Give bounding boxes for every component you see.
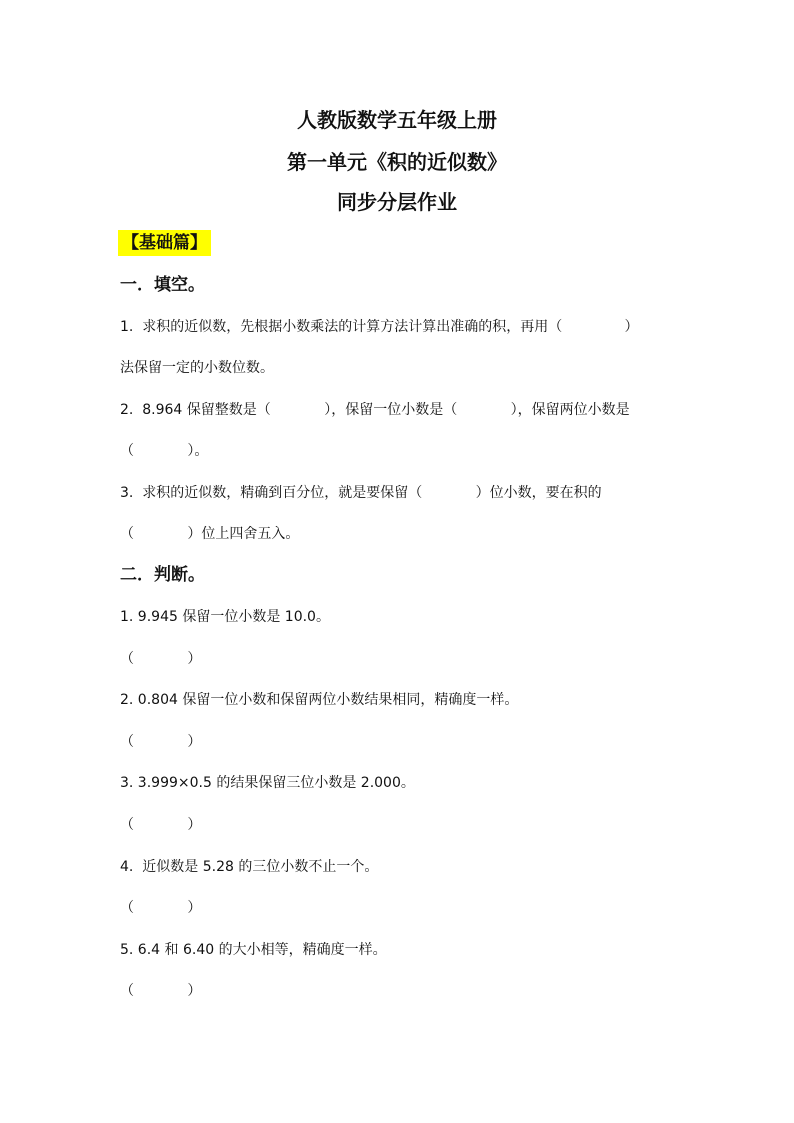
judge-answer-blank-4: （ ） xyxy=(120,900,202,916)
title-unit: 第一单元《积的近似数》 xyxy=(287,150,507,174)
judge-answer-blank-5: （ ） xyxy=(120,983,202,999)
fill-question-1-line-1: 1. 求积的近似数，先根据小数乘法的计算方法计算出准确的积，再用（ ） xyxy=(120,319,639,335)
judge-answer-blank-3: （ ） xyxy=(120,817,202,833)
level-tag-basic: 【基础篇】 xyxy=(118,230,211,256)
judge-question-3: 3. 3.999×0.5 的结果保留三位小数是 2.000。 xyxy=(120,775,415,791)
fill-question-2-line-1: 2. 8.964 保留整数是（ ），保留一位小数是（ ），保留两位小数是 xyxy=(120,402,630,418)
judge-question-2: 2. 0.804 保留一位小数和保留两位小数结果相同，精确度一样。 xyxy=(120,692,519,708)
fill-question-3-line-1: 3. 求积的近似数，精确到百分位，就是要保留（ ）位小数，要在积的 xyxy=(120,485,602,501)
judge-answer-blank-1: （ ） xyxy=(120,651,202,667)
title-homework: 同步分层作业 xyxy=(337,190,457,214)
title-grade: 人教版数学五年级上册 xyxy=(297,108,497,132)
fill-question-3-line-2: （ ）位上四舍五入。 xyxy=(120,526,300,542)
judge-question-4: 4. 近似数是 5.28 的三位小数不止一个。 xyxy=(120,859,379,875)
judge-question-5: 5. 6.4 和 6.40 的大小相等，精确度一样。 xyxy=(120,942,387,958)
fill-question-1-line-2: 法保留一定的小数位数。 xyxy=(120,360,274,376)
section-judge-heading: 二．判断。 xyxy=(120,565,205,585)
judge-question-1: 1. 9.945 保留一位小数是 10.0。 xyxy=(120,609,330,625)
section-fill-heading: 一．填空。 xyxy=(120,275,205,295)
fill-question-2-line-2: （ ）。 xyxy=(120,443,209,459)
judge-answer-blank-2: （ ） xyxy=(120,734,202,750)
